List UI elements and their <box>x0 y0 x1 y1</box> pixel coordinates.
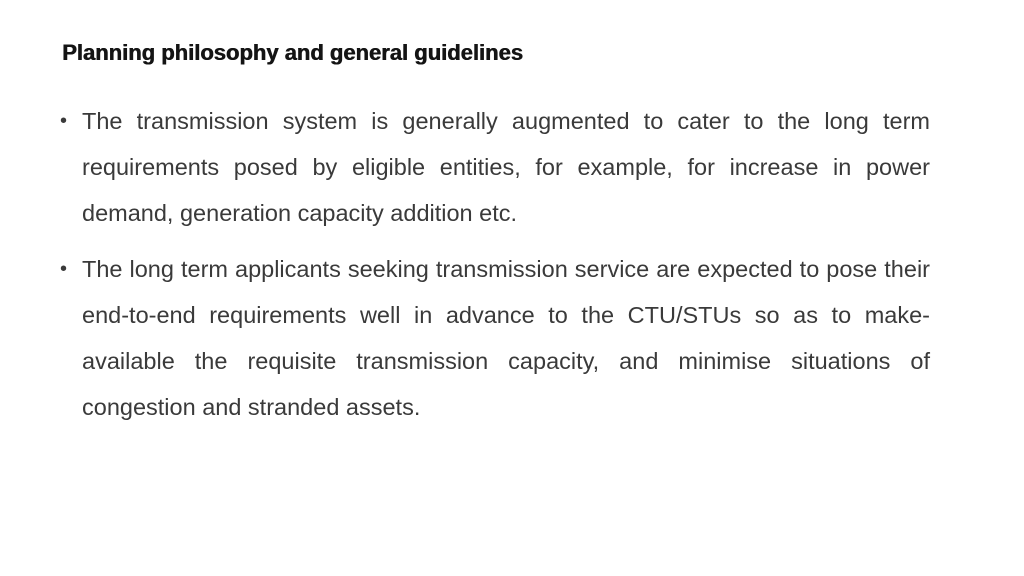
slide-title: Planning philosophy and general guidelines <box>62 40 523 65</box>
bullet-item-2 <box>60 246 930 430</box>
bullet-item-1 <box>60 98 930 236</box>
bullet-marker: • <box>60 110 68 132</box>
bullet-marker: • <box>60 258 68 280</box>
bullet-text: The long term applicants seeking transmission service are expected to pose their end-to-end requirements well in advance to the CTU/STUs so as to make-available the requisite transmission capacity, and minimise situations of congestion and stranded assets. <box>82 256 930 420</box>
bullet-list <box>60 98 930 440</box>
bullet-text: The transmission system is generally augmented to cater to the long term requirements posed by eligible entities, for example, for increase in power demand, generation capacity addition etc. <box>82 108 930 226</box>
